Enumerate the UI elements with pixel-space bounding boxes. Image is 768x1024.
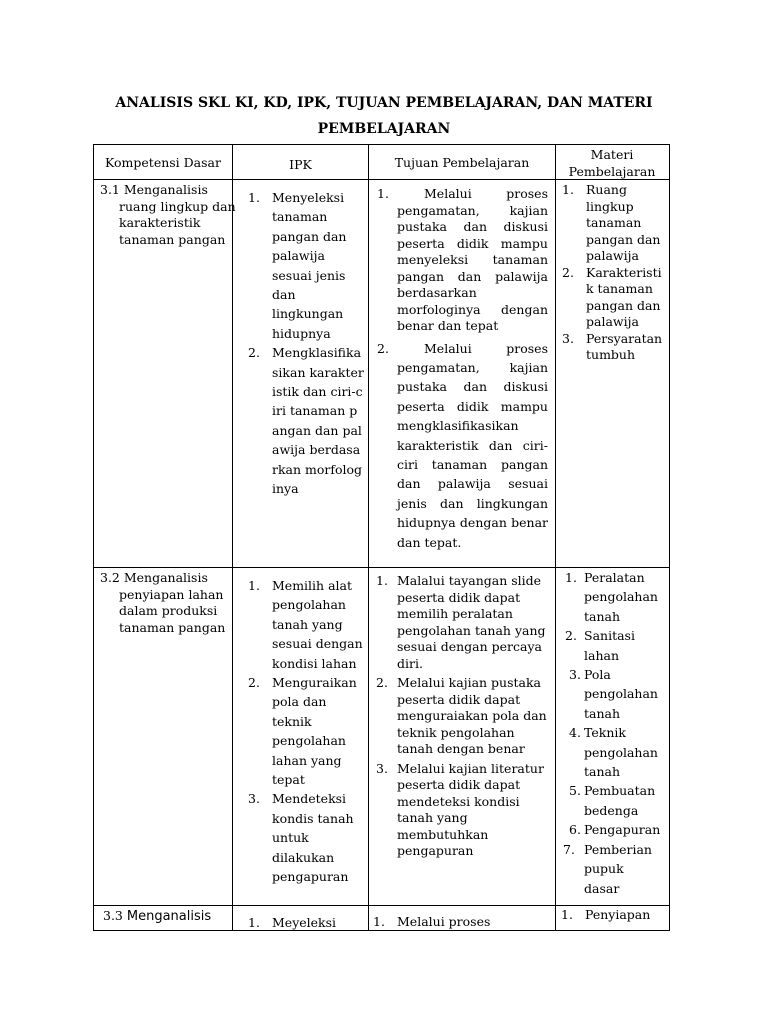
list-item: 1. Peralatan pengolahan tanah [565,570,658,624]
list-item: 3. Pola pengolahan tanah [569,667,658,721]
list-item: 2. Karakteristik tanaman pangan dan palawija [562,264,662,329]
row2-materi-list [563,568,662,898]
list-item: 5. Pembuatan bedenga [569,783,656,818]
row2-kompetensi-dasar: 3.2 Menganalisis penyiapan lahan dalam produksi tanaman pangan [100,570,226,635]
list-item: 2. Menguraikan pola dan teknik pengolahan lahan yang tepat [248,675,357,788]
header-kompetensi-dasar: Kompetensi Dasar [105,155,221,170]
list-item: 1. Memilih alat pengolahan tanah yang sesuai dengan kondisi lahan [248,578,363,671]
header-tujuan-pembelajaran: Tujuan Pembelajaran [394,155,530,170]
list-item: 2. Melalui kajian pustaka peserta didik dapat menguraiakan pola dan teknik pengolahan tanah dengan benar [376,675,547,756]
row3-ipk-list [248,915,364,932]
list-item: 1. Meyeleksi [248,915,337,930]
row2-ipk-list [248,576,364,887]
list-item: 2. Mengklasifikasikan karakteristik dan ciri-ciri tanaman pangan dan palawija berdasarkan morfologinya [248,345,364,497]
row3-tujuan-list [373,914,549,931]
list-item: 2. Melalui proses pengamatan, kajian pustaka dan diskusi peserta didik mampu mengklasifikasikan karakteristik dan ciri-ciri tanaman pangan dan palawija sesuai jenis dan lingkungan hidupnya dengan benar dan tepat. [377,340,548,550]
list-item: 4. Teknik pengolahan tanah [569,725,658,780]
row1-tujuan-list [377,186,548,552]
row3-kompetensi-dasar [103,908,229,926]
row1-ipk-list [248,188,364,499]
row2-tujuan-list [376,573,549,860]
list-item: 1. Melalui proses pengamatan, kajian pustaka dan diskusi peserta didik mampu menyeleksi tanaman pangan dan palawija berdasarkan morfologinya dengan benar dan tepat [377,186,548,333]
list-item: 1. Malalui tayangan slide peserta didik dapat memilih peralatan pengolahan tanah yang sesuai dengan percaya diri. [376,573,546,671]
list-item: 3. Mendeteksi kondis tanah untuk dilakukan pengapuran [248,791,354,885]
list-item: 1. Ruang lingkup tanaman pangan dan palawija [562,182,661,263]
row1-materi-list [562,182,663,364]
header-materi-pembelajaran: Materi Pembelajaran [568,147,656,179]
list-item: 3. Persyaratan tumbuh [562,330,663,362]
list-item: 1. Melalui proses [373,914,491,929]
list-item: 1. Menyeleksi tanaman pangan dan palawija sesuai jenis dan lingkungan hidupnya [248,190,347,341]
row1-kompetensi-dasar: 3.1 Menganalisis ruang lingkup dan karakteristik tanaman pangan [100,182,236,247]
list-item: 6. Pengapuran [569,822,661,838]
list-item: 1. Penyiapan [561,907,651,922]
document-title-line-2: PEMBELAJARAN [317,121,451,137]
header-ipk: IPK [289,157,312,172]
kd-text: Menganalisis [126,909,212,924]
list-item: 2. Sanitasi lahan [565,628,635,663]
list-item: 7. Pemberian pupuk dasar [563,841,652,896]
kd-number: 3.3 [103,908,123,923]
document-title-line-1: ANALISIS SKL KI, KD, IPK, TUJUAN PEMBELAJARAN, DAN MATERI [115,95,653,111]
list-item: 3. Melalui kajian literatur peserta didik dapat mendeteksi kondisi tanah yang membutuhkan pengapuran [376,760,544,858]
row3-materi-list [561,907,663,924]
